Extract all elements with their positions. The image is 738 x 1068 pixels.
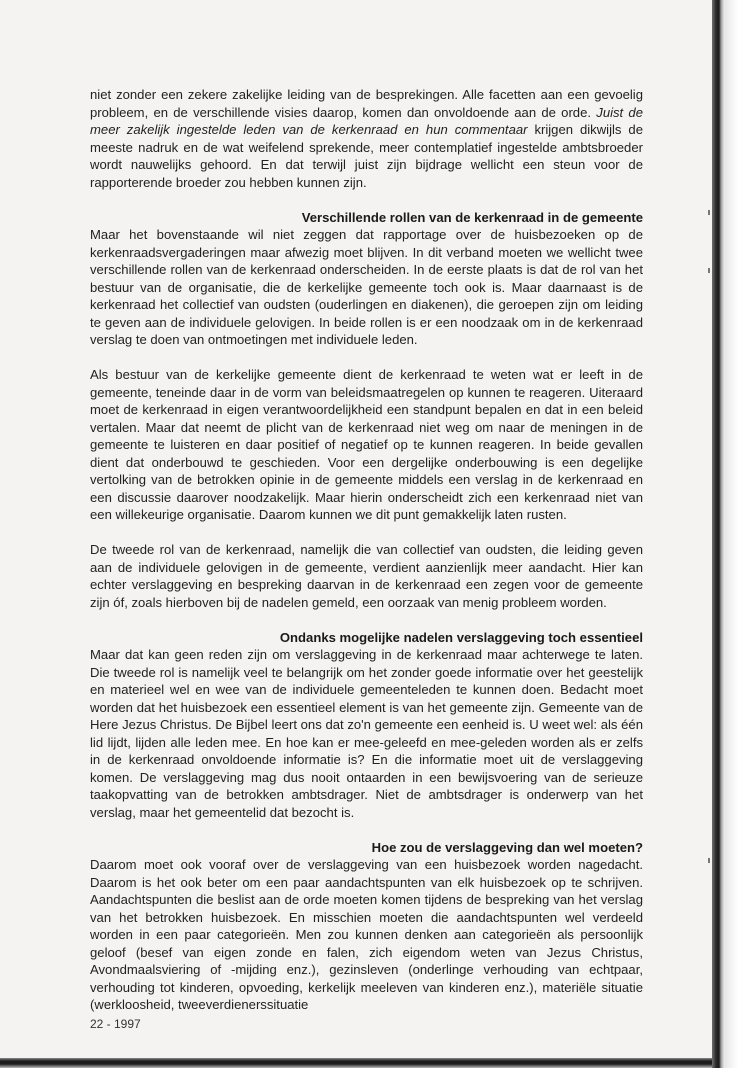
section-heading-rollen: Verschillende rollen van de kerkenraad in de gemeente [301, 209, 643, 225]
section-heading-essentieel: Ondanks mogelijke nadelen verslaggeving toch essentieel [279, 629, 643, 645]
paragraph-intro-text: niet zonder een zekere zakelijke leiding van de besprekingen. Alle facetten aan een gevoelig probleem, en de verschillende visies daarop, komen dan onvoldoende aan de orde. [90, 87, 643, 120]
margin-mark [708, 858, 710, 863]
margin-mark [708, 268, 710, 273]
paragraph-hoe: Daarom moet ook vooraf over de verslaggeving van een huisbezoek worden nagedacht. Daarom is het ook beter om een paar aandachtspunten van elk huisbezoek op te schrijven. Aandachtspunten die beslist aan de orde moeten komen tijdens de bespreking van het verslag van het betrokken huisbezoek. En misschien moeten die aandachtspunten wel verdeeld worden in een paar categorieën. Men zou kunnen denken aan categorieën als persoonlijk geloof (besef van eigen zonde en falen, zich eigendom weten van Jezus Christus, Avondmaalsviering of -mijding enz.), gezinsleven (onderlinge verhouding van echtpaar, verhouding tot kinderen, opvoeding, kerkelijk meeleven van kinderen enz.), materiële situatie (werkloosheid, tweeverdienerssituatie [90, 857, 643, 1012]
text-column [90, 86, 643, 1031]
paragraph-intro-italic: Juist de meer zakelijk ingestelde leden van de kerkenraad en hun commentaar [90, 104, 643, 137]
scan-edge-right [712, 0, 738, 1068]
paragraph-intro [90, 86, 643, 191]
paragraph-rollen: Maar het bovenstaande wil niet zeggen dat rapportage over de huisbezoeken op de kerkenraadsvergaderingen maar afwezig moet blijven. In dit verband moeten we wellicht twee verschillende rollen van de kerkenraad onderscheiden. In de eerste plaats is dat de rol van het bestuur van de organisatie, die de kerkelijke gemeente toch ook is. Maar daarnaast is de kerkenraad het collectief van oudsten (ouderlingen en diakenen), die geroepen zijn om leiding te geven aan de individuele gelovigen. In beide rollen is er een noodzaak om in de kerkenraad verslag te doen van ontmoetingen met individuele leden. [90, 227, 643, 347]
paragraph-bestuur: Als bestuur van de kerkelijke gemeente dient de kerkenraad te weten wat er leeft in de gemeente, teneinde daar in de vorm van beleidsmaatregelen op kunnen te reageren. Uiteraard moet de kerkenraad in eigen verantwoordelijkheid een standpunt bepalen en dat in een beleid vertalen. Maar dat neemt de plicht van de kerkenraad niet weg om naar de meningen in de gemeente te luisteren en daar positief of negatief op te kunnen reageren. In beide gevallen dient dat onderbouwd te geschieden. Voor een dergelijke onderbouwing is een degelijke vertolking van de betrokken opinie in de gemeente middels een verslag in de kerkenraad en een discussie daarover noodzakelijk. Maar hierin onderscheidt zich een kerkenraad niet van een willekeurige organisatie. Daarom kunnen we dit punt gemakkelijk laten rusten. [90, 367, 643, 522]
scan-edge-bottom [0, 1058, 712, 1068]
page-footer: 22 - 1997 [90, 1017, 141, 1031]
margin-mark [708, 210, 710, 215]
section-heading-hoe: Hoe zou de verslaggeving dan wel moeten? [371, 839, 643, 855]
paragraph-tweede-rol: De tweede rol van de kerkenraad, namelijk die van collectief van oudsten, die leiding geven aan de individuele gelovigen in de gemeente, verdient aanzienlijk meer aandacht. Hier kan echter verslaggeving en bespreking daarvan in de kerkenraad een zegen voor de gemeente zijn óf, zoals hierboven bij de nadelen gemeld, een oorzaak van menig probleem worden. [90, 542, 643, 610]
paragraph-essentieel: Maar dat kan geen reden zijn om verslaggeving in de kerkenraad maar achterwege te laten. Die tweede rol is namelijk veel te belangrijk om het zonder goede informatie over het geestelijk en materieel wel en wee van de individuele gemeenteleden te kunnen doen. Bedacht moet worden dat het huisbezoek een essentieel element is van het gemeente zijn. Gemeente van de Here Jezus Christus. De Bijbel leert ons dat zo'n gemeente een eenheid is. U weet wel: als één lid lijdt, lijden alle leden mee. En hoe kan er mee-geleefd en mee-geleden worden als er zelfs in de kerkenraad onvoldoende informatie is? En die informatie moet uit de verslaggeving komen. De verslaggeving mag dus nooit ontaarden in een bewijsvoering van de serieuze taakopvatting van de betrokken ambtsdrager. Niet de ambtsdrager is onderwerp van het verslag, maar het gemeentelid dat bezocht is. [90, 647, 643, 820]
paragraph-intro-text-continued: krijgen dikwijls de meeste nadruk en de wat weifelend sprekende, meer contemplatief ingestelde ambtsbroeder wordt nauwelijks gehoord. En dat terwijl juist zijn bijdrage wellicht een steun voor de rapporterende broeder zou hebben kunnen zijn. [90, 122, 643, 190]
